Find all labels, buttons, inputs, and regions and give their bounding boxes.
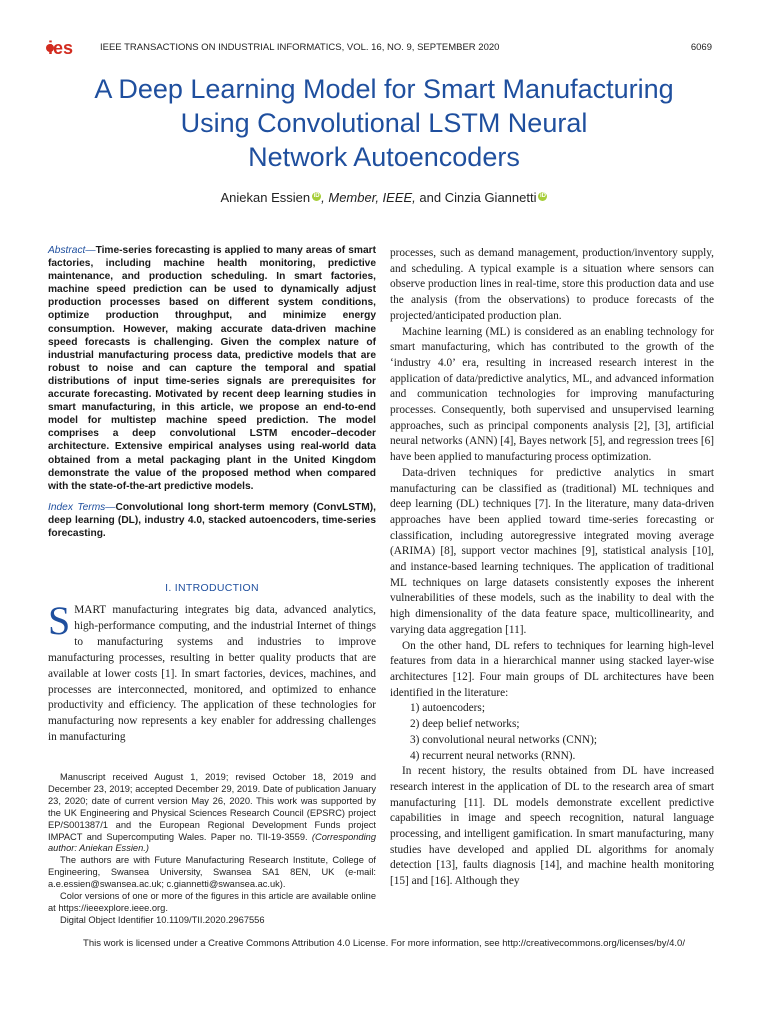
body-paragraph: On the other hand, DL refers to techniques for learning high-level features from data in a hierarchical manner using stacked layer-wise architectures [12]. Four main groups of DL architectures have been identified in the literature: (390, 639, 714, 699)
author-list (0, 190, 768, 205)
body-paragraph: In recent history, the results obtained from DL have increased research interest in the application of DL to the research area of smart manufacturing [11]. DL models demonstrate excellent predictive capabilities in image and speech recognition, natural language processing, and intelligent gamification. In smart manufacturing, many studies have developed and applied DL algorithms for anomaly detection [13], faults diagnosis [14], and machine health monitoring [15] and [16]. Although they (390, 765, 714, 888)
abstract-label: Abstract— (48, 245, 96, 256)
footnote-affiliation: The authors are with Future Manufacturing Research Institute, College of Engineering, Swansea University, Swansea SA1 8EN, UK (e-mail: a.e.essien@swansea.ac.uk; c.giannetti@swansea.ac.uk). (48, 855, 376, 890)
paper-title (0, 72, 768, 174)
page-header (44, 38, 712, 58)
body-paragraph: Machine learning (ML) is considered as an enabling technology for smart manufacturing, which has contributed to the growth of the ‘industry 4.0’ era, resulting in increased research interest in the application of data/predictive analytics, ML, and advanced information and communication technologies for improving manufacturing processes. Consequently, both supervised and unsupervised learning approaches, such as principal components analysis [2], [3], artificial neural networks (ANN) [4], Bayes network [5], and regression trees [6] have been applied to manufacturing process optimization. (390, 325, 714, 464)
footnote-block (48, 772, 376, 927)
index-terms (48, 501, 376, 540)
list-item: 1) autoencoders; (410, 702, 485, 715)
abstract-text: Time-series forecasting is applied to many areas of smart factories, including machine health monitoring, predictive maintenance, and production scheduling. In smart factories, machine speed prediction can be used to dynamically adjust production processes based on different system conditions, optimize production throughput, and minimize energy consumption. However, making accurate data-driven machine speed forecasts is challenging. Given the complex nature of industrial manufacturing process data, predictive models that are robust to noise and can capture the temporal and spatial distributions of input time-series signals are prerequisites for accurate forecasting. Motivated by recent deep learning studies in smart manufacturing, in this article, we propose an end-to-end model for multistep machine speed prediction. The model comprises a deep convolutional LSTM encoder–decoder architecture. Extensive empirical analyses using real-world data obtained from a metal packaging plant in the United Kingdom demonstrate the value of the proposed method when compared with the state-of-the-art predictive models. (48, 245, 376, 492)
index-terms-text: Convolutional long short-term memory (ConvLSTM), deep learning (DL), industry 4.0, stacked autoencoders, time-series forecasting. (48, 501, 376, 539)
author-name-2: and Cinzia Giannetti (415, 190, 537, 205)
footnote-manuscript: Manuscript received August 1, 2019; revised October 18, 2019 and December 23, 2019; accepted December 29, 2019. Date of publication January 23, 2020; date of current version May 26, 2020. This work was supported by the UK Engineering and Physical Sciences Research Council (EPSRC) project EP/S001387/1 and the European Regional Development Funds project IMPACT and Supercomputing Wales. Paper no. TII-19-3559. (Corresponding author: Aniekan Essien.) (48, 772, 376, 854)
ies-logo-icon (44, 38, 88, 58)
body-paragraph: Data-driven techniques for predictive analytics in smart manufacturing can be classified as (traditional) ML techniques and deep learning (DL) techniques [7]. In the literature, many data-driven approaches have been applied toward time-series forecasting or classification, including autoregressive integrated moving average (ARIMA) [8], support vector machines [9], statistical analysis [10], and instance-based learning techniques. The application of traditional ML techniques on large datasets consistently exposes the inherent vulnerabilities of these models, such as the inability to deal with the high dimensionality of the data feature space, multicollinearity, and varying data aggregation [11]. (390, 466, 714, 636)
abstract (48, 244, 376, 493)
dropcap-letter: S (48, 598, 71, 643)
index-terms-label: Index Terms— (48, 501, 116, 513)
introduction-paragraph (48, 598, 376, 746)
list-item: 3) convolutional neural networks (CNN); (410, 733, 597, 746)
orcid-icon[interactable]: iD (313, 192, 320, 199)
footnote-color-note: Color versions of one or more of the figures in this article are available online at https://ieeexplore.ieee.org. (48, 891, 376, 913)
svg-text:ies: ies (48, 38, 74, 58)
section-heading-introduction: I. INTRODUCTION (165, 582, 259, 594)
title-line-1: A Deep Learning Model for Smart Manufacturing (94, 74, 674, 104)
title-line-2: Using Convolutional LSTM Neural (180, 108, 588, 138)
intro-text: MART manufacturing integrates big data, advanced analytics, high-performance computing, and the industrial Internet of things to manufacturing systems and industries to improve manufacturing processes, resulting in better quality products that are available at lower costs [1]. In smart factories, devices, machines, and processes are interconnected, monitored, and optimized to enhance productivity and efficiency. The application of these technologies for manufacturing now represents a key enabler for addressing challenges in manufacturing (48, 604, 376, 744)
page-number: 6069 (690, 42, 712, 53)
orcid-icon[interactable]: iD (539, 192, 546, 199)
dl-architecture-list (390, 701, 714, 764)
list-item: 4) recurrent neural networks (RNN). (410, 749, 576, 762)
footnote-doi: Digital Object Identifier 10.1109/TII.2020.2967556 (60, 914, 265, 925)
author-name-1: Aniekan Essien (220, 190, 311, 205)
title-line-3: Network Autoencoders (248, 142, 520, 172)
list-item: 2) deep belief networks; (410, 718, 520, 731)
body-paragraph: processes, such as demand management, production/inventory supply, and scheduling. A typical example is a situation where sensors can observe production lines in real-time, store this production data and use the analysis (from the observations) to produce forecasts of the projected/anticipated production plan. (390, 247, 714, 322)
license-notice: This work is licensed under a Creative Commons Attribution 4.0 License. For more information, see http://creativecommons.org/licenses/by/4.0/ (83, 938, 685, 949)
left-column-abstract (48, 244, 376, 540)
right-column-body (390, 246, 714, 890)
journal-name: IEEE TRANSACTIONS ON INDUSTRIAL INFORMATICS, VOL. 16, NO. 9, SEPTEMBER 2020 (100, 42, 500, 53)
author-membership: , Member, IEEE, (321, 190, 416, 205)
